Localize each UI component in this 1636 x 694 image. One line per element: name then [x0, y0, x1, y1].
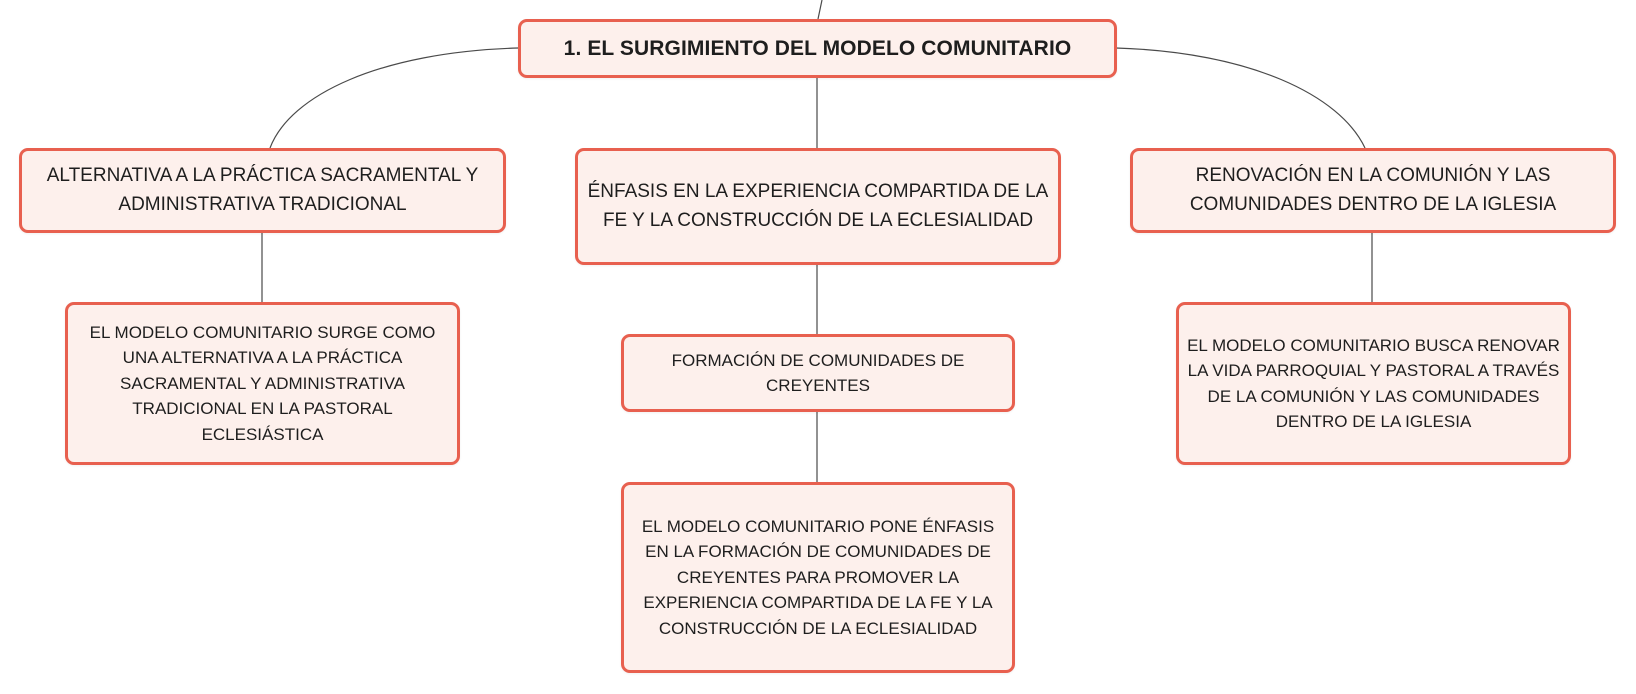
detail-node-center[interactable]	[621, 482, 1015, 673]
branch-node-shared-faith-emphasis-label: ÉNFASIS EN LA EXPERIENCIA COMPARTIDA DE LA FE Y LA CONSTRUCCIÓN DE LA ECLESIALIDAD	[587, 181, 1049, 231]
connector-root-to-branch-left	[270, 48, 518, 148]
branch-node-communion-renewal[interactable]	[1130, 148, 1616, 233]
branch-node-sacramental-alternative-label: ALTERNATIVA A LA PRÁCTICA SACRAMENTAL Y ADMINISTRATIVA TRADICIONAL	[46, 165, 479, 215]
connector-root-to-branch-right	[1116, 48, 1365, 148]
sub-node-believers-communities-label: FORMACIÓN DE COMUNIDADES DE CREYENTES	[671, 350, 965, 395]
detail-node-left-label: EL MODELO COMUNITARIO SURGE COMO UNA ALTERNATIVA A LA PRÁCTICA SACRAMENTAL Y ADMINISTRATIVA TRADICIONAL EN LA PASTORAL ECLESIÁSTICA	[89, 322, 436, 444]
detail-node-right[interactable]	[1176, 302, 1571, 465]
branch-node-communion-renewal-label: RENOVACIÓN EN LA COMUNIÓN Y LAS COMUNIDADES DENTRO DE LA IGLESIA	[1189, 165, 1557, 215]
branch-node-shared-faith-emphasis[interactable]	[575, 148, 1061, 265]
root-node[interactable]	[518, 19, 1117, 78]
connector-parent-to-root	[818, 0, 822, 19]
branch-node-sacramental-alternative[interactable]	[19, 148, 506, 233]
detail-node-right-label: EL MODELO COMUNITARIO BUSCA RENOVAR LA VIDA PARROQUIAL Y PASTORAL A TRAVÉS DE LA COMUNIÓN Y LAS COMUNIDADES DENTRO DE LA IGLESIA	[1187, 335, 1560, 431]
sub-node-believers-communities[interactable]	[621, 334, 1015, 412]
detail-node-left[interactable]	[65, 302, 460, 465]
detail-node-center-label: EL MODELO COMUNITARIO PONE ÉNFASIS EN LA FORMACIÓN DE COMUNIDADES DE CREYENTES PARA PROMOVER LA EXPERIENCIA COMPARTIDA DE LA FE Y LA CONSTRUCCIÓN DE LA ECLESIALIDAD	[641, 516, 995, 638]
root-node-label: 1. EL SURGIMIENTO DEL MODELO COMUNITARIO	[563, 36, 1072, 60]
